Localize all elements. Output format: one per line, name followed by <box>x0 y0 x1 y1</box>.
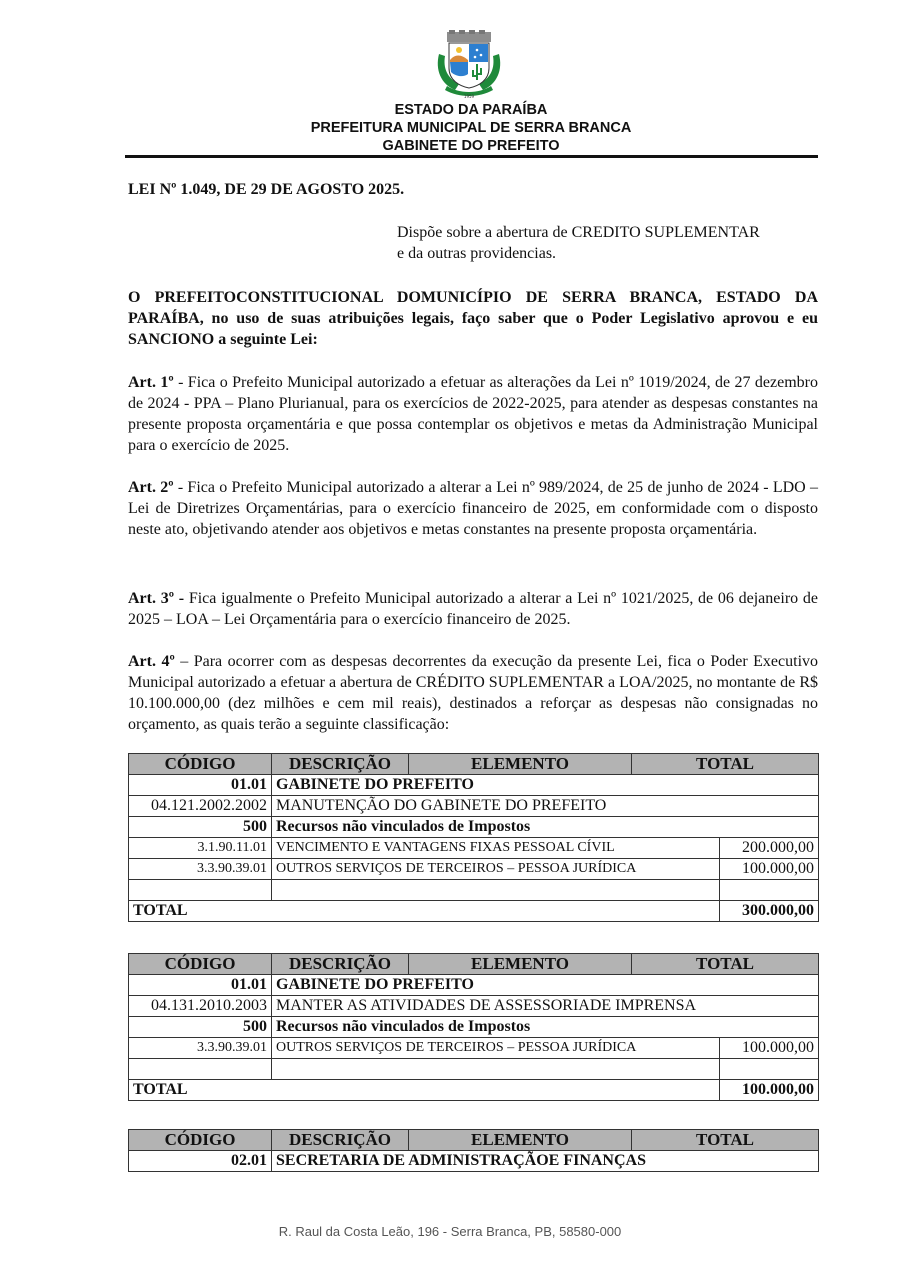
header-element: ELEMENTO <box>409 754 632 775</box>
item-code: 3.3.90.39.01 <box>129 859 272 880</box>
unit-code: 02.01 <box>129 1151 272 1172</box>
article-label: Art. 3º - <box>128 590 185 607</box>
total-row <box>129 1080 819 1101</box>
action-row <box>129 996 819 1017</box>
action-code: 04.121.2002.2002 <box>129 796 272 817</box>
empty-cell <box>272 1059 720 1080</box>
empty-cell <box>129 880 272 901</box>
unit-code: 01.01 <box>129 975 272 996</box>
total-label: TOTAL <box>129 901 720 922</box>
empty-cell <box>720 880 819 901</box>
header-total: TOTAL <box>632 1130 819 1151</box>
total-label: TOTAL <box>129 1080 720 1101</box>
article-text: – Para ocorrer com as despesas decorrentes da execução da presente Lei, fica o Poder Executivo Municipal autorizado a efetuar a abertura de CRÉDITO SUPLEMENTAR a LOA/2025, no montante de R$ 10.100.000,00 (dez milhões e cem mil reais), destinados a reforçar as despesas não consignadas no orçamento, as quais terão a seguinte classificação: <box>128 653 819 733</box>
item-value: 200.000,00 <box>720 838 819 859</box>
empty-cell <box>129 1059 272 1080</box>
header-code: CÓDIGO <box>129 1130 272 1151</box>
source-row <box>129 817 819 838</box>
action-row <box>129 796 819 817</box>
letterhead-divider <box>125 155 818 158</box>
table-header-row <box>129 1130 819 1151</box>
action-code: 04.131.2010.2003 <box>129 996 272 1017</box>
unit-row <box>129 975 819 996</box>
source-code: 500 <box>129 817 272 838</box>
item-description: VENCIMENTO E VANTAGENS FIXAS PESSOAL CÍVIL <box>272 838 720 859</box>
table-header-row <box>129 754 819 775</box>
footer-address: R. Raul da Costa Leão, 196 - Serra Branca, PB, 58580-000 <box>278 1224 622 1239</box>
item-code: 3.3.90.39.01 <box>129 1038 272 1059</box>
header-code: CÓDIGO <box>129 754 272 775</box>
table-header-row <box>129 954 819 975</box>
law-ementa <box>397 222 817 264</box>
article-2 <box>128 477 818 540</box>
item-description: OUTROS SERVIÇOS DE TERCEIROS – PESSOA JURÍDICA <box>272 859 720 880</box>
unit-name: GABINETE DO PREFEITO <box>272 775 819 796</box>
letterhead-municipality: PREFEITURA MUNICIPAL DE SERRA BRANCA <box>310 120 632 136</box>
article-label: Art. 1º <box>128 374 174 391</box>
item-value: 100.000,00 <box>720 1038 819 1059</box>
total-row <box>129 901 819 922</box>
action-name: MANUTENÇÃO DO GABINETE DO PREFEITO <box>272 796 819 817</box>
total-value: 100.000,00 <box>720 1080 819 1101</box>
ementa-line-1: Dispõe sobre a abertura de CREDITO SUPLEMENTAR <box>397 224 760 241</box>
article-text: Fica igualmente o Prefeito Municipal autorizado a alterar a Lei nº 1021/2025, de 06 dejaneiro de 2025 – LOA – Lei Orçamentária para o exercício financeiro de 2025. <box>128 590 819 628</box>
action-name: MANTER AS ATIVIDADES DE ASSESSORIADE IMPRENSA <box>272 996 819 1017</box>
table-row <box>129 838 819 859</box>
unit-row <box>129 1151 819 1172</box>
header-total: TOTAL <box>632 954 819 975</box>
table-row <box>129 1038 819 1059</box>
letterhead-state: ESTADO DA PARAÍBA <box>394 102 548 118</box>
law-title: LEI Nº 1.049, DE 29 DE AGOSTO 2025. <box>128 181 405 198</box>
article-label: Art. 2º <box>128 479 174 496</box>
article-text: - Fica o Prefeito Municipal autorizado a efetuar as alterações da Lei nº 1019/2024, de 27 dezembro de 2024 - PPA – Plano Plurianual, para os exercícios de 2022-2025, para atender as despesas constantes na presente proposta orçamentária e que possa contemplar os objetivos e metas da Administração Municipal para o exercício de 2025. <box>128 374 819 454</box>
source-code: 500 <box>129 1017 272 1038</box>
header-code: CÓDIGO <box>129 954 272 975</box>
article-4 <box>128 651 818 735</box>
source-name: Recursos não vinculados de Impostos <box>272 1017 819 1038</box>
empty-row <box>129 1059 819 1080</box>
source-name: Recursos não vinculados de Impostos <box>272 817 819 838</box>
budget-table-1 <box>128 753 819 922</box>
total-value: 300.000,00 <box>720 901 819 922</box>
ementa-line-2: e da outras providencias. <box>397 245 557 262</box>
budget-table-3 <box>128 1129 819 1172</box>
header-description: DESCRIÇÃO <box>272 954 409 975</box>
budget-table-2 <box>128 953 819 1101</box>
preamble: O PREFEITOCONSTITUCIONAL DOMUNICÍPIO DE SERRA BRANCA, ESTADO DA PARAÍBA, no uso de suas atribuições legais, faço saber que o Poder Legislativo aprovou e eu SANCIONO a seguinte Lei: <box>128 289 818 348</box>
header-description: DESCRIÇÃO <box>272 754 409 775</box>
article-1 <box>128 372 818 456</box>
header-total: TOTAL <box>632 754 819 775</box>
article-text: - Fica o Prefeito Municipal autorizado a alterar a Lei nº 989/2024, de 25 de junho de 2024 - LDO – Lei de Diretrizes Orçamentárias, para o exercício financeiro de 2025, em conformidade com o disposto neste ato, objetivando atender aos objetivos e metas constantes na presente proposta orçamentária. <box>128 479 818 538</box>
header-element: ELEMENTO <box>409 954 632 975</box>
source-row <box>129 1017 819 1038</box>
header-description: DESCRIÇÃO <box>272 1130 409 1151</box>
empty-row <box>129 880 819 901</box>
header-element: ELEMENTO <box>409 1130 632 1151</box>
article-label: Art. 4º <box>128 653 175 670</box>
empty-cell <box>720 1059 819 1080</box>
unit-name: SECRETARIA DE ADMINISTRAÇÃOE FINANÇAS <box>272 1151 819 1172</box>
unit-name: GABINETE DO PREFEITO <box>272 975 819 996</box>
item-description: OUTROS SERVIÇOS DE TERCEIROS – PESSOA JURÍDICA <box>272 1038 720 1059</box>
letterhead-office: GABINETE DO PREFEITO <box>382 138 560 154</box>
empty-cell <box>272 880 720 901</box>
coat-of-arms-icon <box>433 30 505 100</box>
item-code: 3.1.90.11.01 <box>129 838 272 859</box>
item-value: 100.000,00 <box>720 859 819 880</box>
unit-code: 01.01 <box>129 775 272 796</box>
svg-text:1959: 1959 <box>463 94 475 99</box>
table-row <box>129 859 819 880</box>
article-3 <box>128 588 818 630</box>
unit-row <box>129 775 819 796</box>
